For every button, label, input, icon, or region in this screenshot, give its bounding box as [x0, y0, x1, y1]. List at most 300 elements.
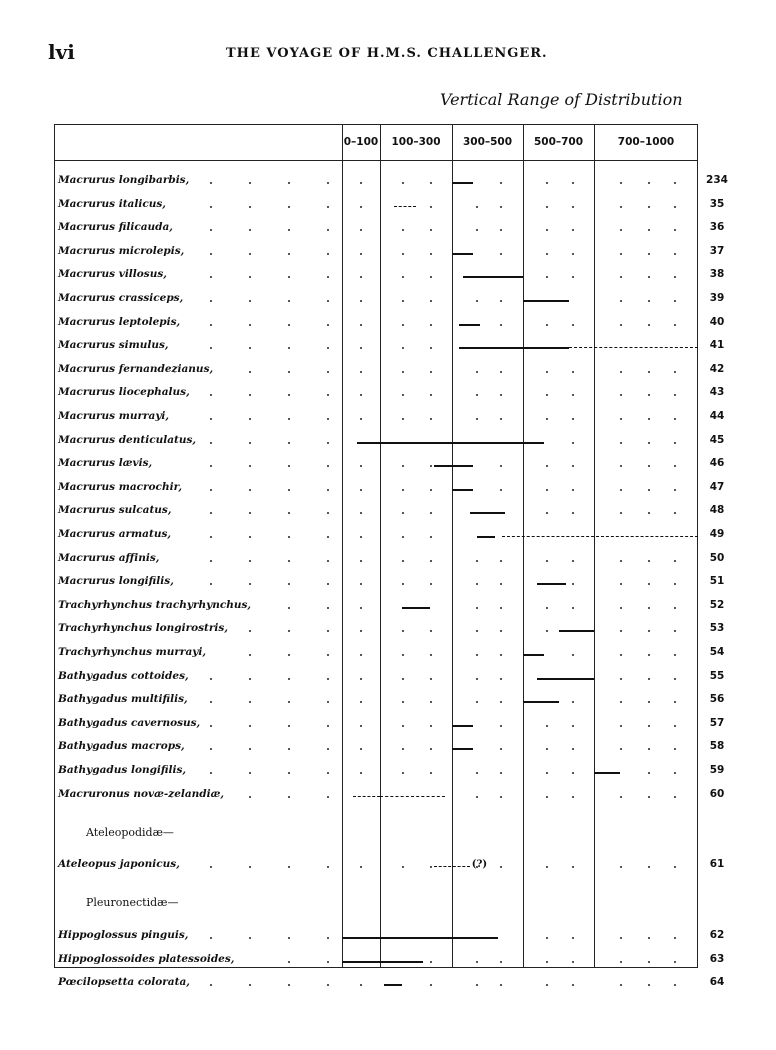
leader-dot — [430, 206, 432, 208]
leader-dot — [648, 583, 650, 585]
leader-dot — [546, 182, 548, 184]
species-name: Macrurus macrochir, — [58, 480, 183, 493]
species-number: 57 — [709, 716, 725, 729]
leader-dot — [402, 394, 404, 396]
range-bar-dashed — [394, 206, 416, 207]
leader-dot — [648, 276, 650, 278]
leader-dot — [430, 465, 432, 467]
table-row — [0, 929, 776, 949]
leader-dot — [402, 701, 404, 703]
leader-dot — [210, 984, 212, 986]
leader-dot — [210, 489, 212, 491]
range-bar-dashed — [502, 536, 698, 537]
leader-dot — [500, 300, 502, 302]
leader-dot — [360, 583, 362, 585]
species-name: Macrurus leptolepis, — [58, 315, 181, 328]
leader-dot — [360, 630, 362, 632]
range-bar-solid — [452, 253, 473, 255]
leader-dot — [327, 607, 329, 609]
leader-dot — [249, 748, 251, 750]
leader-dot — [360, 772, 362, 774]
leader-dot — [430, 418, 432, 420]
column-header: 100–300 — [391, 136, 441, 148]
leader-dot — [546, 937, 548, 939]
range-bar-solid — [342, 937, 498, 939]
leader-dot — [249, 866, 251, 868]
leader-dot — [620, 394, 622, 396]
leader-dot — [572, 182, 574, 184]
leader-dot — [546, 276, 548, 278]
species-name: Macrurus sulcatus, — [58, 504, 172, 517]
leader-dot — [249, 937, 251, 939]
leader-dot — [620, 796, 622, 798]
leader-dot — [430, 371, 432, 373]
leader-dot — [648, 253, 650, 255]
leader-dot — [572, 276, 574, 278]
leader-dot — [572, 725, 574, 727]
leader-dot — [327, 394, 329, 396]
leader-dot — [327, 442, 329, 444]
leader-dot — [620, 560, 622, 562]
leader-dot — [288, 984, 290, 986]
species-name: Trachyrhynchus trachyrhynchus, — [58, 598, 252, 611]
leader-dot — [402, 276, 404, 278]
leader-dot — [210, 418, 212, 420]
leader-dot — [210, 725, 212, 727]
leader-dot — [249, 182, 251, 184]
column-header: 300–500 — [462, 136, 513, 148]
leader-dot — [648, 394, 650, 396]
table-row — [0, 268, 776, 288]
leader-dot — [430, 182, 432, 184]
species-number: 58 — [709, 740, 725, 753]
leader-dot — [476, 229, 478, 231]
leader-dot — [648, 229, 650, 231]
leader-dot — [360, 560, 362, 562]
leader-dot — [249, 442, 251, 444]
leader-dot — [402, 418, 404, 420]
section-heading: Pleuronectidæ— — [86, 896, 179, 910]
leader-dot — [288, 347, 290, 349]
leader-dot — [430, 347, 432, 349]
leader-dot — [402, 560, 404, 562]
leader-dot — [327, 937, 329, 939]
column-header: 0–100 — [343, 136, 379, 148]
species-name: Macrurus liocephalus, — [58, 386, 190, 399]
leader-dot — [674, 300, 676, 302]
leader-dot — [572, 324, 574, 326]
range-bar-solid — [452, 182, 473, 184]
leader-dot — [249, 276, 251, 278]
header-rule — [54, 160, 698, 161]
leader-dot — [500, 748, 502, 750]
leader-dot — [674, 560, 676, 562]
leader-dot — [327, 324, 329, 326]
leader-dot — [360, 607, 362, 609]
leader-dot — [249, 560, 251, 562]
leader-dot — [572, 206, 574, 208]
table-row — [0, 410, 776, 430]
leader-dot — [476, 418, 478, 420]
leader-dot — [402, 371, 404, 373]
leader-dot — [620, 725, 622, 727]
leader-dot — [546, 560, 548, 562]
leader-dot — [546, 465, 548, 467]
leader-dot — [430, 961, 432, 963]
leader-dot — [476, 630, 478, 632]
leader-dot — [620, 866, 622, 868]
leader-dot — [210, 206, 212, 208]
leader-dot — [288, 512, 290, 514]
species-name: Macrurus denticulatus, — [58, 433, 197, 446]
leader-dot — [500, 701, 502, 703]
leader-dot — [674, 772, 676, 774]
leader-dot — [500, 630, 502, 632]
leader-dot — [210, 701, 212, 703]
leader-dot — [288, 394, 290, 396]
leader-dot — [546, 371, 548, 373]
table-row — [0, 386, 776, 406]
leader-dot — [402, 678, 404, 680]
leader-dot — [210, 253, 212, 255]
leader-dot — [500, 984, 502, 986]
leader-dot — [210, 182, 212, 184]
leader-dot — [402, 253, 404, 255]
leader-dot — [210, 276, 212, 278]
leader-dot — [249, 630, 251, 632]
table-row — [0, 599, 776, 619]
leader-dot — [249, 465, 251, 467]
leader-dot — [620, 182, 622, 184]
leader-dot — [674, 253, 676, 255]
leader-dot — [648, 984, 650, 986]
leader-dot — [327, 489, 329, 491]
species-number: 54 — [709, 646, 725, 658]
leader-dot — [249, 347, 251, 349]
range-bar-solid — [537, 678, 594, 680]
leader-dot — [500, 678, 502, 680]
leader-dot — [674, 866, 676, 868]
range-bar-solid — [459, 347, 569, 349]
leader-dot — [327, 418, 329, 420]
leader-dot — [648, 701, 650, 703]
leader-dot — [620, 206, 622, 208]
species-name: Bathygadus cottoides, — [58, 669, 189, 682]
species-number: 45 — [709, 433, 725, 446]
leader-dot — [288, 607, 290, 609]
leader-dot — [648, 748, 650, 750]
leader-dot — [674, 229, 676, 231]
leader-dot — [360, 324, 362, 326]
species-name: Bathygadus longifilis, — [58, 764, 187, 776]
leader-dot — [572, 253, 574, 255]
column-header: 700–1000 — [617, 136, 675, 148]
leader-dot — [572, 984, 574, 986]
table-row — [0, 434, 776, 454]
leader-dot — [402, 465, 404, 467]
species-name: Macrurus longifilis, — [58, 575, 174, 588]
leader-dot — [648, 206, 650, 208]
leader-dot — [327, 866, 329, 868]
leader-dot — [572, 418, 574, 420]
leader-dot — [674, 394, 676, 396]
species-name: Macrurus filicauda, — [58, 221, 173, 234]
leader-dot — [402, 725, 404, 727]
species-number: 46 — [709, 457, 725, 470]
species-number: 60 — [709, 787, 725, 800]
leader-dot — [249, 300, 251, 302]
leader-dot — [249, 394, 251, 396]
leader-dot — [327, 512, 329, 514]
leader-dot — [288, 654, 290, 656]
table-row — [0, 221, 776, 241]
leader-dot — [327, 583, 329, 585]
leader-dot — [430, 324, 432, 326]
leader-dot — [674, 489, 676, 491]
leader-dot — [402, 489, 404, 491]
leader-dot — [327, 253, 329, 255]
leader-dot — [648, 772, 650, 774]
leader-dot — [249, 654, 251, 656]
leader-dot — [572, 583, 574, 585]
range-bar-solid — [452, 725, 473, 727]
leader-dot — [288, 701, 290, 703]
leader-dot — [648, 630, 650, 632]
leader-dot — [620, 489, 622, 491]
leader-dot — [546, 725, 548, 727]
leader-dot — [620, 300, 622, 302]
leader-dot — [476, 654, 478, 656]
leader-dot — [249, 229, 251, 231]
leader-dot — [402, 583, 404, 585]
leader-dot — [249, 489, 251, 491]
leader-dot — [620, 937, 622, 939]
leader-dot — [648, 418, 650, 420]
page-number: lvi — [48, 40, 75, 64]
leader-dot — [620, 678, 622, 680]
table-row — [0, 174, 776, 194]
leader-dot — [210, 442, 212, 444]
leader-dot — [288, 748, 290, 750]
leader-dot — [360, 300, 362, 302]
leader-dot — [430, 984, 432, 986]
leader-dot — [620, 442, 622, 444]
table-row — [0, 717, 776, 737]
species-number: 59 — [709, 764, 725, 776]
table-row — [0, 363, 776, 383]
table-row — [0, 198, 776, 218]
leader-dot — [327, 560, 329, 562]
leader-dot — [430, 654, 432, 656]
leader-dot — [572, 701, 574, 703]
leader-dot — [674, 512, 676, 514]
leader-dot — [674, 630, 676, 632]
leader-dot — [648, 796, 650, 798]
range-bar-dashed — [434, 866, 470, 867]
species-name: Macrurus affinis, — [58, 551, 160, 564]
range-bar-solid — [477, 536, 495, 538]
leader-dot — [288, 866, 290, 868]
table-row — [0, 481, 776, 501]
leader-dot — [288, 276, 290, 278]
leader-dot — [500, 371, 502, 373]
leader-dot — [620, 229, 622, 231]
leader-dot — [674, 583, 676, 585]
species-number: 55 — [709, 669, 725, 682]
leader-dot — [288, 536, 290, 538]
table-row — [0, 245, 776, 265]
leader-dot — [572, 796, 574, 798]
leader-dot — [674, 654, 676, 656]
range-bar-solid — [594, 772, 620, 774]
species-name: Bathygadus cavernosus, — [58, 716, 201, 729]
leader-dot — [648, 607, 650, 609]
range-bar-solid — [559, 630, 595, 632]
leader-dot — [546, 512, 548, 514]
species-number: 234 — [706, 174, 728, 186]
leader-dot — [210, 772, 212, 774]
table-row — [0, 976, 776, 996]
leader-dot — [546, 253, 548, 255]
leader-dot — [620, 465, 622, 467]
leader-dot — [249, 371, 251, 373]
uncertain-marker: (?) — [471, 859, 488, 871]
leader-dot — [546, 630, 548, 632]
leader-dot — [360, 206, 362, 208]
leader-dot — [402, 536, 404, 538]
range-bar-solid — [452, 489, 473, 491]
species-name: Macrurus simulus, — [58, 339, 169, 352]
table-row — [0, 339, 776, 359]
leader-dot — [572, 866, 574, 868]
leader-dot — [500, 607, 502, 609]
leader-dot — [674, 182, 676, 184]
table-caption: Vertical Range of Distribution — [440, 90, 683, 109]
leader-dot — [500, 182, 502, 184]
leader-dot — [210, 347, 212, 349]
range-bar-solid — [470, 512, 506, 514]
leader-dot — [288, 489, 290, 491]
leader-dot — [249, 701, 251, 703]
leader-dot — [500, 418, 502, 420]
table-row — [0, 622, 776, 642]
leader-dot — [476, 961, 478, 963]
leader-dot — [648, 324, 650, 326]
species-number: 35 — [709, 197, 725, 210]
leader-dot — [620, 276, 622, 278]
leader-dot — [402, 347, 404, 349]
range-bar-solid — [523, 701, 559, 703]
leader-dot — [500, 206, 502, 208]
leader-dot — [249, 418, 251, 420]
range-bar-solid — [523, 300, 569, 302]
leader-dot — [620, 984, 622, 986]
leader-dot — [288, 772, 290, 774]
leader-dot — [674, 984, 676, 986]
leader-dot — [648, 678, 650, 680]
leader-dot — [210, 937, 212, 939]
leader-dot — [476, 772, 478, 774]
leader-dot — [360, 371, 362, 373]
leader-dot — [572, 654, 574, 656]
leader-dot — [288, 442, 290, 444]
leader-dot — [648, 560, 650, 562]
leader-dot — [430, 489, 432, 491]
leader-dot — [500, 229, 502, 231]
leader-dot — [674, 678, 676, 680]
leader-dot — [500, 725, 502, 727]
leader-dot — [620, 630, 622, 632]
leader-dot — [430, 725, 432, 727]
leader-dot — [210, 229, 212, 231]
leader-dot — [249, 536, 251, 538]
leader-dot — [620, 607, 622, 609]
leader-dot — [674, 418, 676, 420]
leader-dot — [288, 182, 290, 184]
leader-dot — [327, 725, 329, 727]
leader-dot — [288, 560, 290, 562]
species-name: Macrurus fernandezianus, — [58, 362, 214, 375]
leader-dot — [674, 324, 676, 326]
leader-dot — [674, 796, 676, 798]
leader-dot — [620, 418, 622, 420]
leader-dot — [288, 583, 290, 585]
leader-dot — [288, 229, 290, 231]
range-bar-solid — [342, 961, 423, 963]
leader-dot — [360, 394, 362, 396]
leader-dot — [648, 866, 650, 868]
leader-dot — [249, 984, 251, 986]
leader-dot — [546, 418, 548, 420]
leader-dot — [327, 536, 329, 538]
range-bar-solid — [459, 324, 480, 326]
species-number: 52 — [709, 598, 725, 611]
leader-dot — [327, 654, 329, 656]
leader-dot — [430, 253, 432, 255]
range-bar-dashed — [353, 796, 380, 797]
species-number: 43 — [709, 386, 725, 399]
table-row — [0, 504, 776, 524]
leader-dot — [327, 465, 329, 467]
leader-dot — [546, 796, 548, 798]
leader-dot — [648, 371, 650, 373]
leader-dot — [430, 276, 432, 278]
leader-dot — [327, 371, 329, 373]
table-row — [0, 670, 776, 690]
leader-dot — [476, 300, 478, 302]
leader-dot — [210, 465, 212, 467]
species-number: 47 — [709, 480, 725, 493]
leader-dot — [288, 418, 290, 420]
table-row — [0, 457, 776, 477]
leader-dot — [430, 866, 432, 868]
species-number: 56 — [709, 693, 725, 706]
leader-dot — [572, 607, 574, 609]
table-row — [0, 316, 776, 336]
leader-dot — [500, 772, 502, 774]
leader-dot — [327, 701, 329, 703]
leader-dot — [288, 206, 290, 208]
table-row — [0, 575, 776, 595]
species-name: Macrurus italicus, — [58, 197, 166, 210]
leader-dot — [572, 772, 574, 774]
leader-dot — [249, 772, 251, 774]
leader-dot — [500, 654, 502, 656]
species-number: 49 — [709, 528, 725, 540]
leader-dot — [360, 182, 362, 184]
table-row — [0, 740, 776, 760]
leader-dot — [360, 654, 362, 656]
